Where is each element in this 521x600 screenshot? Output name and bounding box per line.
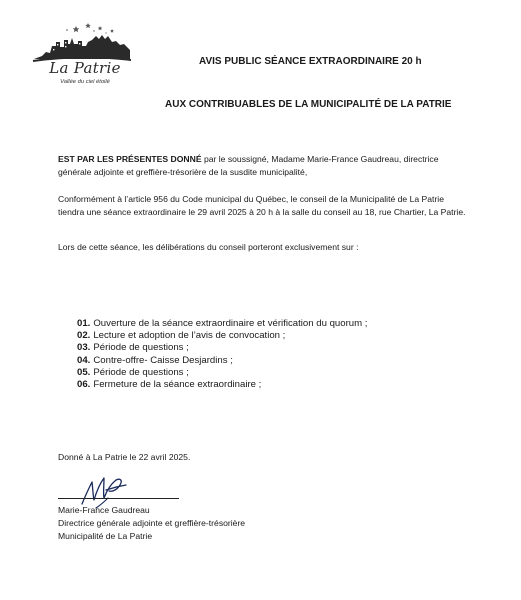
skyline-stars-graphic (32, 20, 132, 62)
signer-organization: Municipalité de La Patrie (58, 531, 153, 541)
page-subtitle: AUX CONTRIBUABLES DE LA MUNICIPALITÉ DE LA PATRIE (165, 99, 452, 110)
agenda-item-text: Lecture et adoption de l’avis de convocation ; (93, 330, 286, 342)
agenda-item-number: 05. (77, 366, 91, 378)
agenda-item-number: 04. (77, 354, 91, 366)
agenda-item-text: Période de questions ; (93, 342, 189, 354)
agenda-item (77, 379, 367, 391)
deliberations-paragraph: Lors de cette séance, les délibérations du conseil porteront exclusivement sur : (58, 242, 359, 252)
agenda-item-text: Période de questions ; (93, 366, 189, 378)
page-title: AVIS PUBLIC SÉANCE EXTRAORDINAIRE 20 h (199, 56, 422, 67)
agenda-item-number: 03. (77, 342, 91, 354)
agenda-item-text: Contre-offre- Caisse Desjardins ; (93, 354, 233, 366)
agenda-item (77, 318, 367, 330)
agenda-item-text: Ouverture de la séance extraordinaire et vérification du quorum ; (93, 318, 368, 329)
agenda-item (77, 330, 367, 342)
agenda-list (77, 318, 367, 391)
agenda-item-number: 01. (77, 318, 91, 329)
intro-text: par le soussigné, Madame Marie-France Gaudreau, directrice générale adjointe et greffière-trésorière de la susdite municipalité, (58, 154, 439, 177)
agenda-item (77, 367, 367, 379)
intro-paragraph (58, 153, 468, 178)
logo-tagline: Vallée du ciel étoilé (60, 79, 110, 85)
logo-wordmark: La Patrie (49, 59, 121, 77)
agenda-item (77, 342, 367, 354)
signature-block (58, 504, 245, 543)
agenda-item-number: 06. (77, 379, 91, 391)
signer-title: Directrice générale adjointe et greffière-trésorière (58, 518, 246, 528)
agenda-item (77, 355, 367, 367)
meeting-details-paragraph: Conformément à l’article 956 du Code municipal du Québec, le conseil de la Municipalité de La Patrie tiendra une séance extraordinaire le 29 avril 2025 à 20 h à la salle du conseil au 18, rue Chartier, La Patrie. (58, 194, 466, 217)
signature-line (58, 498, 179, 499)
intro-bold-text: EST PAR LES PRÉSENTES DONNÉ (58, 154, 202, 164)
agenda-item-text: Fermeture de la séance extraordinaire ; (93, 379, 262, 391)
signer-name: Marie-France Gaudreau (58, 505, 150, 515)
municipality-logo (32, 20, 132, 92)
agenda-item-number: 02. (77, 330, 91, 342)
issue-date: Donné à La Patrie le 22 avril 2025. (58, 452, 191, 462)
